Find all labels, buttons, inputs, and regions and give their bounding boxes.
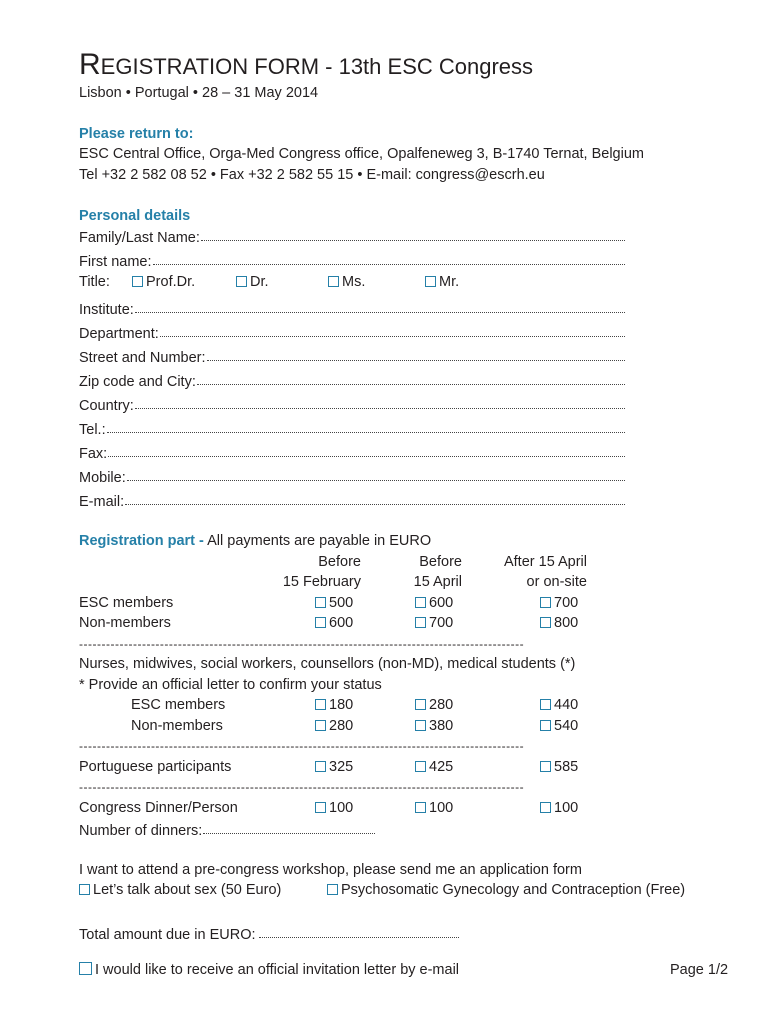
checkbox-icon[interactable] bbox=[315, 720, 326, 731]
workshop-intro: I want to attend a pre-congress workshop, please send me an application form bbox=[79, 861, 582, 878]
checkbox-icon[interactable] bbox=[415, 802, 426, 813]
personal-heading: Personal details bbox=[79, 208, 191, 224]
workshop-option-gynecology[interactable]: Psychosomatic Gynecology and Contraception (Free) bbox=[327, 880, 685, 901]
price-row-nurses-esc: ESC members 180 280 440 bbox=[131, 697, 579, 713]
checkbox-icon[interactable] bbox=[415, 720, 426, 731]
nurses-note: * Provide an official letter to confirm your status bbox=[79, 676, 382, 693]
tel-field[interactable]: Tel.: bbox=[79, 414, 625, 438]
department-field[interactable]: Department: bbox=[79, 318, 625, 342]
workshop-option-sex[interactable]: Let’s talk about sex (50 Euro) bbox=[79, 880, 281, 901]
title-label: Title: bbox=[79, 274, 110, 290]
checkbox-icon[interactable] bbox=[425, 276, 436, 287]
title-initial: R bbox=[79, 48, 101, 81]
checkbox-icon[interactable] bbox=[79, 884, 90, 895]
checkbox-icon[interactable] bbox=[540, 597, 551, 608]
page-number: Page 1/2 bbox=[670, 962, 729, 978]
title-option-profdr[interactable]: Prof.Dr. bbox=[132, 270, 195, 294]
checkbox-icon[interactable] bbox=[315, 761, 326, 772]
price-row-dinner: Congress Dinner/Person 100 100 100 bbox=[79, 799, 579, 816]
workshop-options bbox=[79, 880, 739, 901]
return-address: ESC Central Office, Orga-Med Congress office, Opalfeneweg 3, B-1740 Ternat, Belgium bbox=[79, 146, 644, 162]
title-option-ms[interactable]: Ms. bbox=[328, 270, 365, 294]
fax-field[interactable]: Fax: bbox=[79, 438, 625, 462]
checkbox-icon[interactable] bbox=[415, 761, 426, 772]
separator: --------------------------------------------------------------------------------------------------- bbox=[79, 780, 525, 794]
checkbox-icon[interactable] bbox=[540, 802, 551, 813]
checkbox-icon[interactable] bbox=[540, 699, 551, 710]
first-name-label: First name: bbox=[79, 254, 152, 270]
return-heading: Please return to: bbox=[79, 126, 194, 142]
family-name-field[interactable] bbox=[79, 226, 625, 246]
price-row-portuguese: Portuguese participants 325 425 585 bbox=[79, 758, 579, 775]
mobile-field[interactable]: Mobile: bbox=[79, 462, 625, 486]
checkbox-icon[interactable] bbox=[236, 276, 247, 287]
checkbox-icon[interactable] bbox=[540, 617, 551, 628]
email-field[interactable]: E-mail: bbox=[79, 486, 625, 510]
registration-heading-row bbox=[79, 531, 739, 552]
price-row-non-members: Non-members 600 700 800 bbox=[79, 615, 579, 631]
checkbox-icon[interactable] bbox=[415, 617, 426, 628]
price-header-row-2: 15 February 15 April or on-site bbox=[282, 574, 587, 590]
checkbox-icon[interactable] bbox=[540, 761, 551, 772]
page-title bbox=[79, 50, 739, 82]
country-field[interactable]: Country: bbox=[79, 390, 625, 414]
invitation-option[interactable]: I would like to receive an official invitation letter by e-mail bbox=[79, 960, 739, 981]
dinner-count-field[interactable]: Number of dinners: bbox=[79, 818, 375, 839]
title-rest: EGISTRATION FORM - 13th ESC Congress bbox=[100, 54, 534, 79]
price-row-esc-members: ESC members 500 600 700 bbox=[79, 594, 579, 611]
price-row-nurses-non: Non-members 280 380 540 bbox=[131, 717, 579, 734]
checkbox-icon[interactable] bbox=[540, 720, 551, 731]
street-field[interactable]: Street and Number: bbox=[79, 342, 625, 366]
institute-field[interactable]: Institute: bbox=[79, 294, 625, 318]
registration-form bbox=[79, 50, 739, 980]
checkbox-icon[interactable] bbox=[315, 617, 326, 628]
nurses-line: Nurses, midwives, social workers, counsellors (non-MD), medical students (*) bbox=[79, 656, 576, 672]
separator: --------------------------------------------------------------------------------------------------- bbox=[79, 739, 525, 753]
checkbox-icon[interactable] bbox=[327, 884, 338, 895]
checkbox-icon[interactable] bbox=[415, 699, 426, 710]
registration-heading: Registration part - bbox=[79, 533, 204, 549]
title-option-mr[interactable]: Mr. bbox=[425, 270, 459, 294]
total-amount-field[interactable]: Total amount due in EURO: bbox=[79, 921, 739, 943]
title-selector bbox=[79, 270, 739, 294]
event-subtitle: Lisbon • Portugal • 28 – 31 May 2014 bbox=[79, 85, 319, 101]
separator: --------------------------------------------------------------------------------------------------- bbox=[79, 636, 525, 651]
checkbox-icon[interactable] bbox=[315, 802, 326, 813]
first-name-field[interactable] bbox=[79, 246, 625, 270]
title-option-dr[interactable]: Dr. bbox=[236, 270, 269, 294]
return-contact: Tel +32 2 582 08 52 • Fax +32 2 582 55 15 • E-mail: congress@escrh.eu bbox=[79, 166, 545, 183]
registration-note: All payments are payable in EURO bbox=[207, 533, 432, 549]
checkbox-icon[interactable] bbox=[79, 962, 92, 975]
checkbox-icon[interactable] bbox=[132, 276, 143, 287]
checkbox-icon[interactable] bbox=[328, 276, 339, 287]
family-name-label: Family/Last Name: bbox=[79, 230, 200, 246]
checkbox-icon[interactable] bbox=[415, 597, 426, 608]
checkbox-icon[interactable] bbox=[315, 699, 326, 710]
price-header-row-1: Before Before After 15 April bbox=[318, 553, 587, 570]
checkbox-icon[interactable] bbox=[315, 597, 326, 608]
zip-city-field[interactable]: Zip code and City: bbox=[79, 366, 625, 390]
